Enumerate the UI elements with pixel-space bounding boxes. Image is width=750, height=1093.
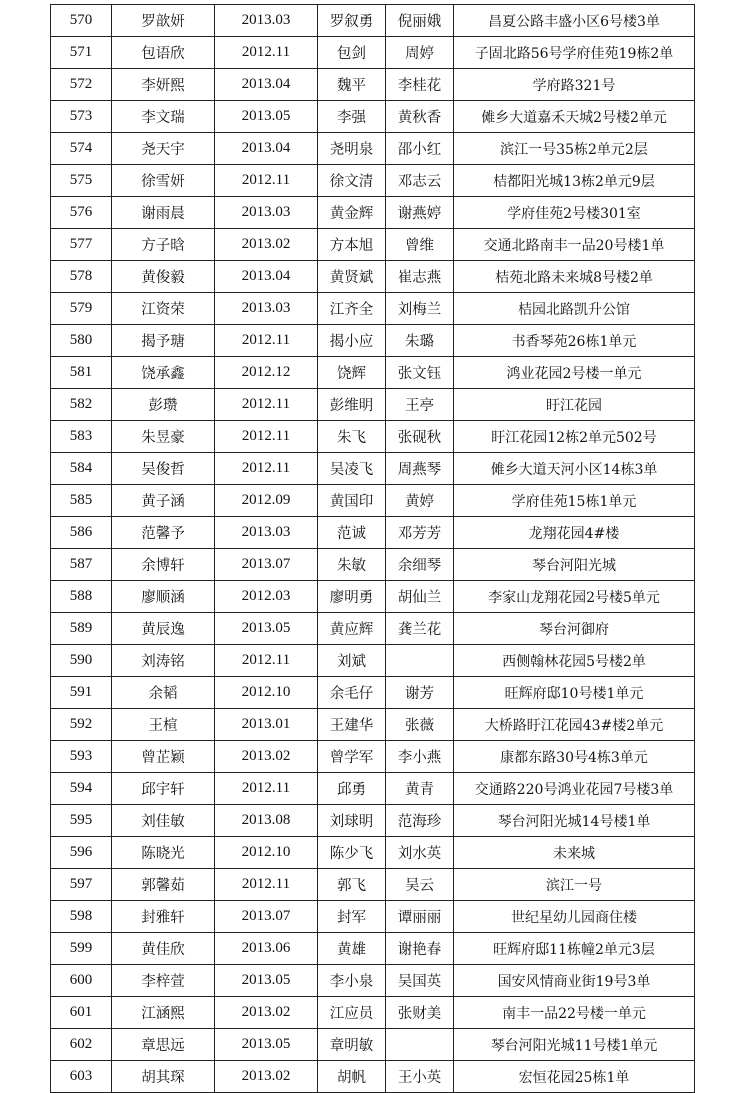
father-name-cell: 王建华	[318, 709, 386, 741]
child-name-cell: 刘佳敏	[112, 805, 215, 837]
table-row	[51, 997, 695, 1029]
father-name-cell: 徐文清	[318, 165, 386, 197]
address-cell: 南丰一品22号楼一单元	[454, 997, 695, 1029]
row-number-cell: 581	[51, 357, 112, 389]
row-number-cell: 585	[51, 485, 112, 517]
birth-date-cell: 2013.02	[215, 229, 318, 261]
birth-date-cell: 2012.11	[215, 773, 318, 805]
table-row	[51, 325, 695, 357]
mother-name-cell: 张薇	[386, 709, 454, 741]
birth-date-cell: 2013.02	[215, 997, 318, 1029]
address-cell: 滨江一号	[454, 869, 695, 901]
mother-name-cell: 刘水英	[386, 837, 454, 869]
row-number-cell: 595	[51, 805, 112, 837]
address-cell: 龙翔花园4#楼	[454, 517, 695, 549]
table-row	[51, 517, 695, 549]
birth-date-cell: 2012.11	[215, 389, 318, 421]
table-row	[51, 581, 695, 613]
father-name-cell: 黄金辉	[318, 197, 386, 229]
address-cell: 旺辉府邸10号楼1单元	[454, 677, 695, 709]
row-number-cell: 597	[51, 869, 112, 901]
address-cell: 琴台河阳光城11号楼1单元	[454, 1029, 695, 1061]
mother-name-cell: 王亭	[386, 389, 454, 421]
birth-date-cell: 2013.02	[215, 1061, 318, 1093]
table-row	[51, 357, 695, 389]
address-cell: 交通路220号鸿业花园7号楼3单	[454, 773, 695, 805]
father-name-cell: 彭维明	[318, 389, 386, 421]
row-number-cell: 572	[51, 69, 112, 101]
table-row	[51, 709, 695, 741]
table-row	[51, 5, 695, 37]
birth-date-cell: 2013.07	[215, 901, 318, 933]
row-number-cell: 602	[51, 1029, 112, 1061]
address-cell: 傩乡大道天河小区14栋3单	[454, 453, 695, 485]
roster-body	[51, 5, 695, 1093]
table-row	[51, 1061, 695, 1093]
child-name-cell: 方子晗	[112, 229, 215, 261]
child-name-cell: 吴俊哲	[112, 453, 215, 485]
table-row	[51, 165, 695, 197]
table-row	[51, 613, 695, 645]
address-cell: 西侧翰林花园5号楼2单	[454, 645, 695, 677]
father-name-cell: 范诚	[318, 517, 386, 549]
birth-date-cell: 2013.02	[215, 741, 318, 773]
father-name-cell: 揭小应	[318, 325, 386, 357]
mother-name-cell: 张文钰	[386, 357, 454, 389]
mother-name-cell: 邵小红	[386, 133, 454, 165]
father-name-cell: 刘球明	[318, 805, 386, 837]
address-cell: 盱江花园12栋2单元502号	[454, 421, 695, 453]
father-name-cell: 尧明泉	[318, 133, 386, 165]
father-name-cell: 吴凌飞	[318, 453, 386, 485]
mother-name-cell: 张砚秋	[386, 421, 454, 453]
father-name-cell: 刘斌	[318, 645, 386, 677]
child-name-cell: 李文瑞	[112, 101, 215, 133]
table-row	[51, 261, 695, 293]
birth-date-cell: 2013.05	[215, 613, 318, 645]
birth-date-cell: 2013.05	[215, 965, 318, 997]
mother-name-cell: 崔志燕	[386, 261, 454, 293]
address-cell: 交通北路南丰一品20号楼1单	[454, 229, 695, 261]
child-name-cell: 余博轩	[112, 549, 215, 581]
father-name-cell: 胡帆	[318, 1061, 386, 1093]
address-cell: 旺辉府邸11栋幢2单元3层	[454, 933, 695, 965]
birth-date-cell: 2013.05	[215, 1029, 318, 1061]
child-name-cell: 罗歆妍	[112, 5, 215, 37]
child-name-cell: 黄佳欣	[112, 933, 215, 965]
row-number-cell: 590	[51, 645, 112, 677]
row-number-cell: 570	[51, 5, 112, 37]
birth-date-cell: 2013.04	[215, 69, 318, 101]
father-name-cell: 黄雄	[318, 933, 386, 965]
mother-name-cell: 王小英	[386, 1061, 454, 1093]
address-cell: 世纪星幼儿园商住楼	[454, 901, 695, 933]
address-cell: 书香琴苑26栋1单元	[454, 325, 695, 357]
table-row	[51, 1029, 695, 1061]
mother-name-cell: 谢艳春	[386, 933, 454, 965]
birth-date-cell: 2012.03	[215, 581, 318, 613]
father-name-cell: 廖明勇	[318, 581, 386, 613]
row-number-cell: 582	[51, 389, 112, 421]
child-name-cell: 尧天宇	[112, 133, 215, 165]
birth-date-cell: 2013.04	[215, 133, 318, 165]
child-name-cell: 朱昱豪	[112, 421, 215, 453]
table-row	[51, 101, 695, 133]
father-name-cell: 李强	[318, 101, 386, 133]
father-name-cell: 包剑	[318, 37, 386, 69]
mother-name-cell: 胡仙兰	[386, 581, 454, 613]
row-number-cell: 587	[51, 549, 112, 581]
mother-name-cell: 张财美	[386, 997, 454, 1029]
child-name-cell: 廖顺涵	[112, 581, 215, 613]
birth-date-cell: 2012.09	[215, 485, 318, 517]
row-number-cell: 578	[51, 261, 112, 293]
row-number-cell: 577	[51, 229, 112, 261]
table-row	[51, 133, 695, 165]
row-number-cell: 589	[51, 613, 112, 645]
birth-date-cell: 2012.11	[215, 869, 318, 901]
table-row	[51, 293, 695, 325]
father-name-cell: 饶辉	[318, 357, 386, 389]
address-cell: 琴台河阳光城	[454, 549, 695, 581]
child-name-cell: 包语欣	[112, 37, 215, 69]
roster-table	[50, 4, 695, 1093]
child-name-cell: 刘涛铭	[112, 645, 215, 677]
child-name-cell: 黄子涵	[112, 485, 215, 517]
row-number-cell: 600	[51, 965, 112, 997]
child-name-cell: 胡其琛	[112, 1061, 215, 1093]
address-cell: 李家山龙翔花园2号楼5单元	[454, 581, 695, 613]
birth-date-cell: 2013.07	[215, 549, 318, 581]
table-row	[51, 389, 695, 421]
row-number-cell: 599	[51, 933, 112, 965]
mother-name-cell	[386, 645, 454, 677]
address-cell: 未来城	[454, 837, 695, 869]
address-cell: 滨江一号35栋2单元2层	[454, 133, 695, 165]
row-number-cell: 603	[51, 1061, 112, 1093]
mother-name-cell: 黄婷	[386, 485, 454, 517]
father-name-cell: 李小泉	[318, 965, 386, 997]
row-number-cell: 592	[51, 709, 112, 741]
father-name-cell: 陈少飞	[318, 837, 386, 869]
birth-date-cell: 2012.11	[215, 165, 318, 197]
table-row	[51, 901, 695, 933]
address-cell: 子固北路56号学府佳苑19栋2单	[454, 37, 695, 69]
row-number-cell: 596	[51, 837, 112, 869]
father-name-cell: 章明敏	[318, 1029, 386, 1061]
address-cell: 桔都阳光城13栋2单元9层	[454, 165, 695, 197]
father-name-cell: 曾学军	[318, 741, 386, 773]
address-cell: 康都东路30号4栋3单元	[454, 741, 695, 773]
address-cell: 大桥路盱江花园43#楼2单元	[454, 709, 695, 741]
child-name-cell: 江资荣	[112, 293, 215, 325]
mother-name-cell: 余细琴	[386, 549, 454, 581]
mother-name-cell: 谢芳	[386, 677, 454, 709]
mother-name-cell: 黄秋香	[386, 101, 454, 133]
birth-date-cell: 2013.04	[215, 261, 318, 293]
row-number-cell: 586	[51, 517, 112, 549]
row-number-cell: 591	[51, 677, 112, 709]
mother-name-cell: 吴云	[386, 869, 454, 901]
father-name-cell: 黄贤斌	[318, 261, 386, 293]
birth-date-cell: 2012.11	[215, 37, 318, 69]
table-row	[51, 453, 695, 485]
table-row	[51, 197, 695, 229]
row-number-cell: 580	[51, 325, 112, 357]
row-number-cell: 579	[51, 293, 112, 325]
birth-date-cell: 2012.12	[215, 357, 318, 389]
mother-name-cell: 龚兰花	[386, 613, 454, 645]
child-name-cell: 饶承鑫	[112, 357, 215, 389]
child-name-cell: 封雅轩	[112, 901, 215, 933]
address-cell: 琴台河御府	[454, 613, 695, 645]
address-cell: 鸿业花园2号楼一单元	[454, 357, 695, 389]
mother-name-cell: 黄青	[386, 773, 454, 805]
father-name-cell: 朱敏	[318, 549, 386, 581]
table-row	[51, 485, 695, 517]
row-number-cell: 584	[51, 453, 112, 485]
birth-date-cell: 2012.11	[215, 453, 318, 485]
address-cell: 学府佳苑2号楼301室	[454, 197, 695, 229]
birth-date-cell: 2012.11	[215, 325, 318, 357]
table-row	[51, 421, 695, 453]
child-name-cell: 谢雨晨	[112, 197, 215, 229]
mother-name-cell: 谭丽丽	[386, 901, 454, 933]
table-row	[51, 229, 695, 261]
father-name-cell: 邱勇	[318, 773, 386, 805]
row-number-cell: 576	[51, 197, 112, 229]
mother-name-cell: 李小燕	[386, 741, 454, 773]
address-cell: 盱江花园	[454, 389, 695, 421]
row-number-cell: 574	[51, 133, 112, 165]
father-name-cell: 罗叙勇	[318, 5, 386, 37]
child-name-cell: 李梓萱	[112, 965, 215, 997]
row-number-cell: 575	[51, 165, 112, 197]
table-row	[51, 37, 695, 69]
mother-name-cell	[386, 1029, 454, 1061]
row-number-cell: 594	[51, 773, 112, 805]
birth-date-cell: 2013.03	[215, 5, 318, 37]
address-cell: 傩乡大道嘉禾天城2号楼2单元	[454, 101, 695, 133]
table-row	[51, 869, 695, 901]
mother-name-cell: 曾维	[386, 229, 454, 261]
table-row	[51, 773, 695, 805]
table-row	[51, 69, 695, 101]
child-name-cell: 李妍熙	[112, 69, 215, 101]
table-row	[51, 805, 695, 837]
mother-name-cell: 周燕琴	[386, 453, 454, 485]
father-name-cell: 余毛仔	[318, 677, 386, 709]
father-name-cell: 郭飞	[318, 869, 386, 901]
birth-date-cell: 2012.11	[215, 645, 318, 677]
child-name-cell: 章思远	[112, 1029, 215, 1061]
address-cell: 昌夏公路丰盛小区6号楼3单	[454, 5, 695, 37]
birth-date-cell: 2013.03	[215, 197, 318, 229]
mother-name-cell: 邓志云	[386, 165, 454, 197]
father-name-cell: 江齐全	[318, 293, 386, 325]
address-cell: 学府路321号	[454, 69, 695, 101]
row-number-cell: 593	[51, 741, 112, 773]
table-row	[51, 645, 695, 677]
father-name-cell: 方本旭	[318, 229, 386, 261]
birth-date-cell: 2013.06	[215, 933, 318, 965]
address-cell: 桔园北路凯升公馆	[454, 293, 695, 325]
father-name-cell: 朱飞	[318, 421, 386, 453]
birth-date-cell: 2013.03	[215, 293, 318, 325]
child-name-cell: 江涵熙	[112, 997, 215, 1029]
address-cell: 国安风情商业街19号3单	[454, 965, 695, 997]
roster-sheet	[50, 4, 694, 1093]
row-number-cell: 598	[51, 901, 112, 933]
mother-name-cell: 范海珍	[386, 805, 454, 837]
row-number-cell: 588	[51, 581, 112, 613]
mother-name-cell: 吴国英	[386, 965, 454, 997]
child-name-cell: 余韬	[112, 677, 215, 709]
child-name-cell: 黄俊毅	[112, 261, 215, 293]
child-name-cell: 陈晓光	[112, 837, 215, 869]
table-row	[51, 741, 695, 773]
child-name-cell: 郭馨茹	[112, 869, 215, 901]
birth-date-cell: 2012.10	[215, 837, 318, 869]
mother-name-cell: 邓芳芳	[386, 517, 454, 549]
birth-date-cell: 2013.01	[215, 709, 318, 741]
birth-date-cell: 2013.05	[215, 101, 318, 133]
mother-name-cell: 谢燕婷	[386, 197, 454, 229]
birth-date-cell: 2012.10	[215, 677, 318, 709]
father-name-cell: 封军	[318, 901, 386, 933]
birth-date-cell: 2013.03	[215, 517, 318, 549]
child-name-cell: 揭予瑭	[112, 325, 215, 357]
father-name-cell: 黄应辉	[318, 613, 386, 645]
table-row	[51, 549, 695, 581]
child-name-cell: 王楦	[112, 709, 215, 741]
mother-name-cell: 李桂花	[386, 69, 454, 101]
father-name-cell: 魏平	[318, 69, 386, 101]
table-row	[51, 965, 695, 997]
mother-name-cell: 朱璐	[386, 325, 454, 357]
child-name-cell: 曾芷颖	[112, 741, 215, 773]
address-cell: 琴台河阳光城14号楼1单	[454, 805, 695, 837]
row-number-cell: 601	[51, 997, 112, 1029]
birth-date-cell: 2012.11	[215, 421, 318, 453]
child-name-cell: 范馨予	[112, 517, 215, 549]
table-row	[51, 933, 695, 965]
address-cell: 学府佳苑15栋1单元	[454, 485, 695, 517]
mother-name-cell: 周婷	[386, 37, 454, 69]
row-number-cell: 571	[51, 37, 112, 69]
address-cell: 桔苑北路未来城8号楼2单	[454, 261, 695, 293]
address-cell: 宏恒花园25栋1单	[454, 1061, 695, 1093]
child-name-cell: 邱宇轩	[112, 773, 215, 805]
child-name-cell: 黄辰逸	[112, 613, 215, 645]
row-number-cell: 583	[51, 421, 112, 453]
mother-name-cell: 倪丽娥	[386, 5, 454, 37]
father-name-cell: 江应员	[318, 997, 386, 1029]
child-name-cell: 彭瓒	[112, 389, 215, 421]
mother-name-cell: 刘梅兰	[386, 293, 454, 325]
father-name-cell: 黄国印	[318, 485, 386, 517]
child-name-cell: 徐雪妍	[112, 165, 215, 197]
birth-date-cell: 2013.08	[215, 805, 318, 837]
table-row	[51, 677, 695, 709]
row-number-cell: 573	[51, 101, 112, 133]
table-row	[51, 837, 695, 869]
